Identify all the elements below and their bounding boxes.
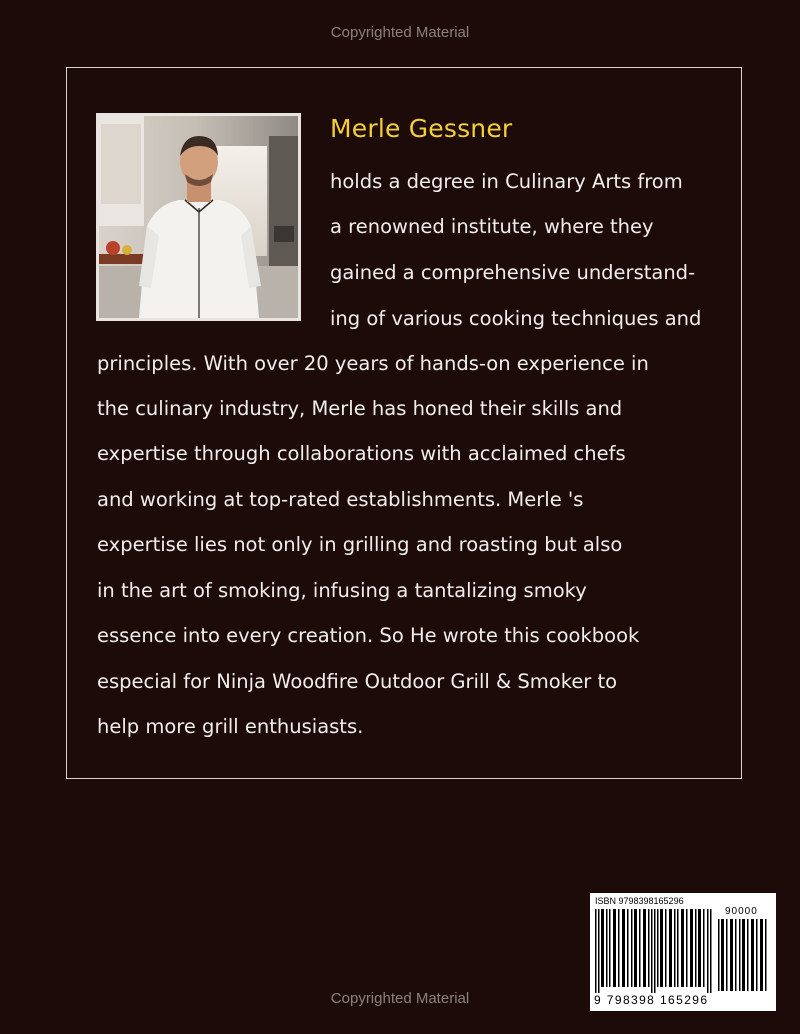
isbn-label: ISBN 9798398165296 [595, 896, 684, 906]
watermark-bottom: Copyrighted Material [330, 990, 470, 1007]
bio-line: expertise through collaborations with acclaimed chefs [97, 442, 626, 465]
ean-barcode-bars [594, 909, 716, 993]
chef-illustration [99, 116, 298, 318]
author-photo [96, 113, 301, 321]
bio-line: a renowned institute, where they [330, 215, 654, 238]
bio-line: essence into every creation. So He wrote this cookbook [97, 624, 640, 647]
bio-line: ing of various cooking techniques and [330, 307, 702, 330]
bio-line: holds a degree in Culinary Arts from [330, 170, 683, 193]
bio-line: gained a comprehensive understand- [330, 261, 696, 284]
bio-line: especial for Ninja Woodfire Outdoor Grill & Smoker to [97, 670, 618, 693]
author-name: Merle Gessner [330, 114, 513, 143]
bio-line: and working at top-rated establishments. Merle 's [97, 488, 584, 511]
bio-line: expertise lies not only in grilling and roasting but also [97, 533, 623, 556]
ean-digits: 9 798398 165296 [594, 993, 709, 1007]
addon-barcode-bars [718, 919, 770, 991]
bio-line: principles. With over 20 years of hands-on experience in [97, 352, 649, 375]
bio-line: help more grill enthusiasts. [97, 715, 364, 738]
watermark-top: Copyrighted Material [330, 24, 470, 41]
bio-line: the culinary industry, Merle has honed their skills and [97, 397, 623, 420]
addon-digits: 90000 [725, 906, 758, 917]
bio-line: in the art of smoking, infusing a tantalizing smoky [97, 579, 587, 602]
